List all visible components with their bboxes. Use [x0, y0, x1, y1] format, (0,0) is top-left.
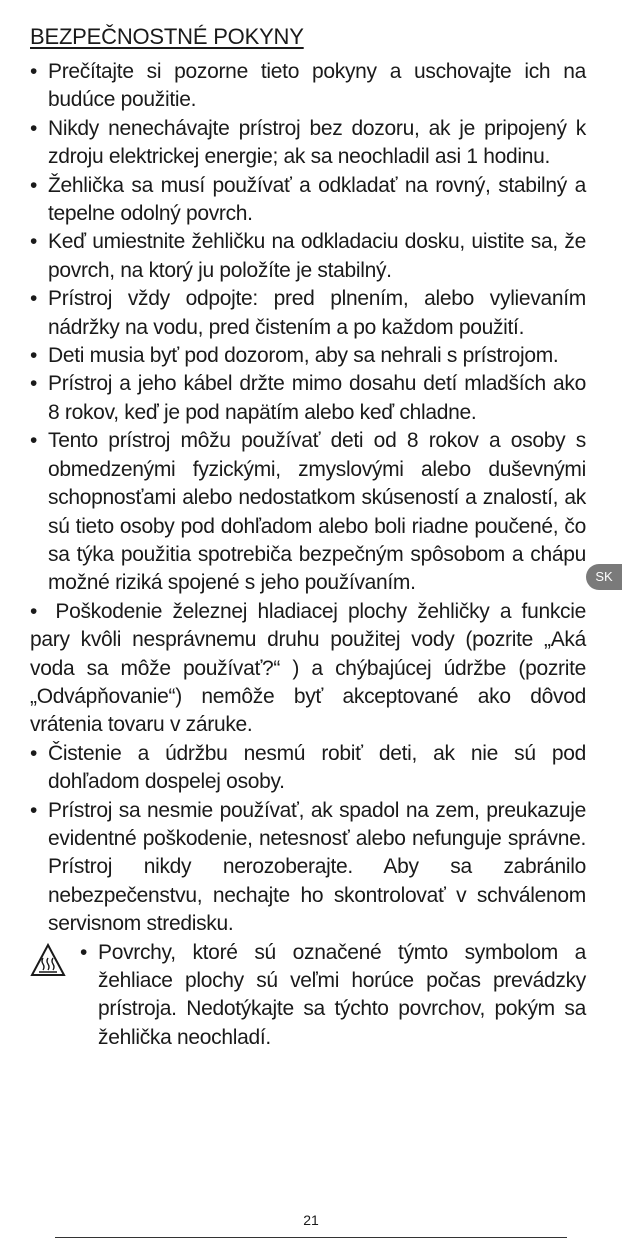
- footer-divider: [55, 1237, 567, 1238]
- list-item: • Prístroj sa nesmie používať, ak spadol na zem, preukazuje evidentné poškodenie, netesnosť alebo nefunguje správne. Prístroj nikdy nerozoberajte. Aby sa zabránilo nebezpečenstvu, nechajte ho skontrolovať v schválenom servisnom stredisku.: [30, 797, 586, 939]
- list-item: • Prístroj a jeho kábel držte mimo dosahu detí mladších ako 8 rokov, keď je pod napätím alebo keď chladne.: [30, 370, 586, 427]
- list-item: • Nikdy nenechávajte prístroj bez dozoru, ak je pripojený k zdroju elektrickej energie; ak sa neochladil asi 1 hodinu.: [30, 115, 586, 172]
- page-number: 21: [303, 1212, 319, 1228]
- page-heading: BEZPEČNOSTNÉ POKYNY: [30, 24, 304, 49]
- list-item: • Čistenie a údržbu nesmú robiť deti, ak nie sú pod dohľadom dospelej osoby.: [30, 740, 586, 797]
- list-item: • Prístroj vždy odpojte: pred plnením, alebo vylievaním nádržky na vodu, pred čistením a po každom použití.: [30, 285, 586, 342]
- hot-surface-warning: [30, 939, 586, 1053]
- list-item-warning: • Povrchy, ktoré sú označené týmto symbolom a žehliace plochy sú veľmi horúce počas prevádzky prístroja. Nedotýkajte sa týchto povrchov, pokým sa žehlička neochladí.: [80, 939, 586, 1053]
- language-tab: SK: [586, 564, 622, 590]
- list-item: • Prečítajte si pozorne tieto pokyny a uschovajte ich na budúce použitie.: [30, 58, 586, 115]
- warning-list: [80, 939, 586, 1053]
- list-item: • Žehlička sa musí používať a odkladať na rovný, stabilný a tepelne odolný povrch.: [30, 172, 586, 229]
- safety-list: [30, 58, 586, 939]
- list-item-warranty: • Poškodenie železnej hladiacej plochy žehličky a funkcie pary kvôli nesprávnemu druhu použitej vody (pozrite „Aká voda sa môže používať?“ ) a chýbajúcej údržbe (pozrite „Odvápňovanie“) nemôže byť akceptované ako dôvod vrátenia tovaru v záruke.: [30, 598, 586, 740]
- list-item: • Tento prístroj môžu používať deti od 8 rokov a osoby s obmedzenými fyzickými, zmyslovými alebo duševnými schopnosťami alebo nedostatkom skúseností a znalostí, ak sú tieto osoby pod dohľadom alebo boli riadne poučené, čo sa týka použitia spotrebiča bezpečným spôsobom a chápu možné riziká spojené s jeho používaním.: [30, 427, 586, 597]
- list-item: • Keď umiestnite žehličku na odkladaciu dosku, uistite sa, že povrch, na ktorý ju položíte je stabilný.: [30, 228, 586, 285]
- safety-instructions-page: [30, 22, 586, 1052]
- hot-surface-warning-icon: [30, 943, 66, 977]
- list-item: • Deti musia byť pod dozorom, aby sa nehrali s prístrojom.: [30, 342, 586, 370]
